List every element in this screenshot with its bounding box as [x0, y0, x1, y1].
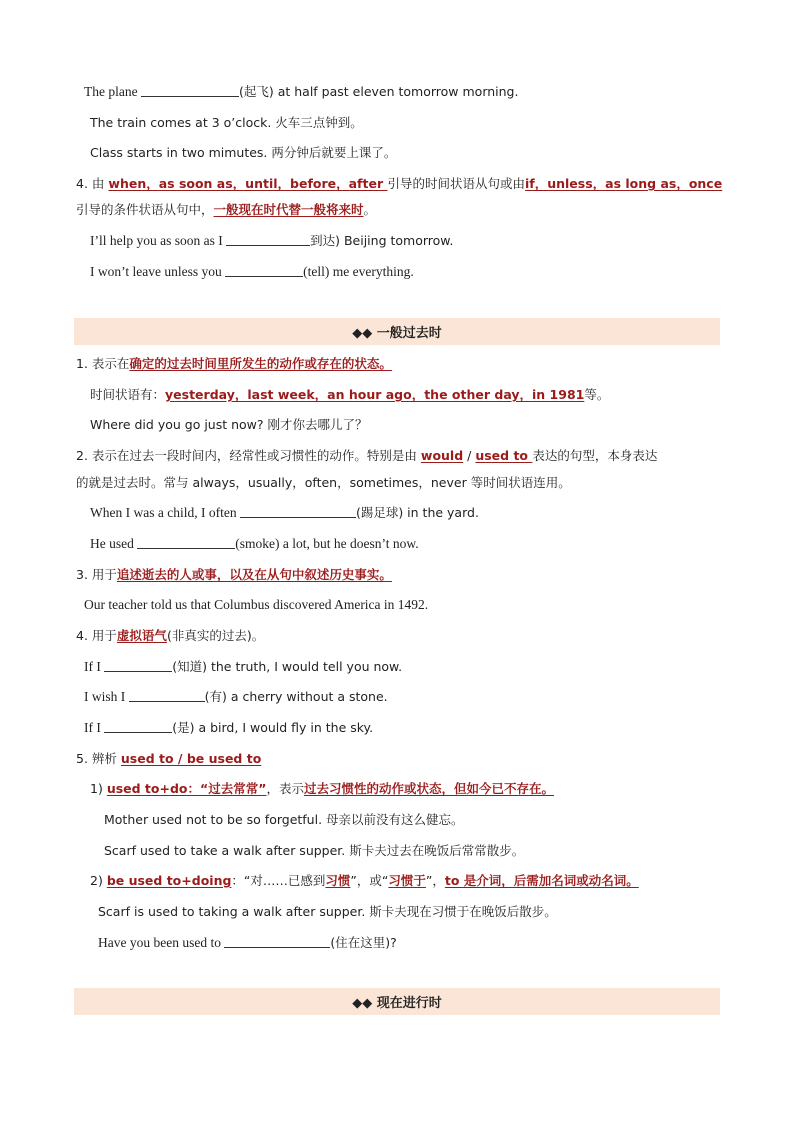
answer-blank[interactable]: [224, 933, 330, 948]
answer-blank[interactable]: [104, 718, 172, 733]
rule-2-line-1: 2. 表示在过去一段时间内，经常性或习惯性的动作。特别是由 would / used to 表达的句型，本身表达: [76, 448, 658, 463]
example-know: If I (知道) the truth, I would tell you now.: [84, 659, 403, 674]
rule-4-line-1: 4. 由 when，as soon as，until，before，after 引导的时间状语从句或由if，unless，as long as，once: [76, 176, 723, 191]
example-live: Have you been used to (住在这里)?: [98, 935, 397, 950]
example-mother: Mother used not to be so forgetful. 母亲以前没有这么健忘。: [104, 812, 464, 827]
example-class: Class starts in two mimutes. 两分钟后就要上课了。: [90, 145, 397, 160]
answer-blank[interactable]: [226, 231, 310, 246]
rule-4-line-2: 引导的条件状语从句中，一般现在时代替一般将来时。: [76, 202, 377, 217]
example-smoke: He used (smoke) a lot, but he doesn’t now.: [90, 536, 419, 551]
rule-4: 4. 用于虚拟语气(非真实的过去)。: [76, 628, 265, 643]
answer-blank[interactable]: [141, 82, 239, 97]
answer-blank[interactable]: [225, 262, 303, 277]
section-header-present-continuous: ◆◆ 现在进行时: [74, 988, 720, 1015]
example-columbus: Our teacher told us that Columbus discovered America in 1492.: [84, 597, 429, 612]
example-help: I’ll help you as soon as I 到达) Beijing tomorrow.: [90, 233, 454, 248]
rule-5: 5. 辨析 used to / be used to: [76, 751, 262, 766]
example-leave: I won’t leave unless you (tell) me everything.: [90, 264, 414, 279]
answer-blank[interactable]: [137, 534, 235, 549]
time-adverbials: 时间状语有：yesterday，last week，an hour ago，the other day，in 1981等。: [90, 387, 610, 402]
example-where: Where did you go just now? 刚才你去哪儿了？: [90, 417, 368, 432]
rule-1: 1. 表示在确定的过去时间里所发生的动作或存在的状态。: [76, 356, 392, 371]
be-used-to-doing: 2) be used to+doing：“对……已感到习惯”，或“习惯于”，to 是介词，后需加名词或动名词。: [90, 873, 639, 888]
answer-blank[interactable]: [240, 503, 356, 518]
example-scarf-1: Scarf used to take a walk after supper. 斯卡夫过去在晚饭后常常散步。: [104, 843, 525, 858]
section-header-simple-past: ◆◆ 一般过去时: [74, 318, 720, 345]
example-bird: If I (是) a bird, I would fly in the sky.: [84, 720, 374, 735]
example-train: The train comes at 3 o’clock. 火车三点钟到。: [90, 115, 363, 130]
answer-blank[interactable]: [104, 657, 172, 672]
rule-2-line-2: 的就是过去时。常与 always，usually，often，sometimes，never 等时间状语连用。: [76, 475, 571, 490]
example-wish: I wish I (有) a cherry without a stone.: [84, 689, 388, 704]
example-child: When I was a child, I often (踢足球) in the yard.: [90, 505, 479, 520]
rule-3: 3. 用于追述逝去的人或事，以及在从句中叙述历史事实。: [76, 567, 392, 582]
used-to-do: 1) used to+do：“过去常常”，表示过去习惯性的动作或状态，但如今已不存在。: [90, 781, 554, 796]
answer-blank[interactable]: [129, 687, 205, 702]
example-plane: The plane (起飞) at half past eleven tomorrow morning.: [84, 84, 519, 99]
example-scarf-2: Scarf is used to taking a walk after supper. 斯卡夫现在习惯于在晚饭后散步。: [98, 904, 557, 919]
